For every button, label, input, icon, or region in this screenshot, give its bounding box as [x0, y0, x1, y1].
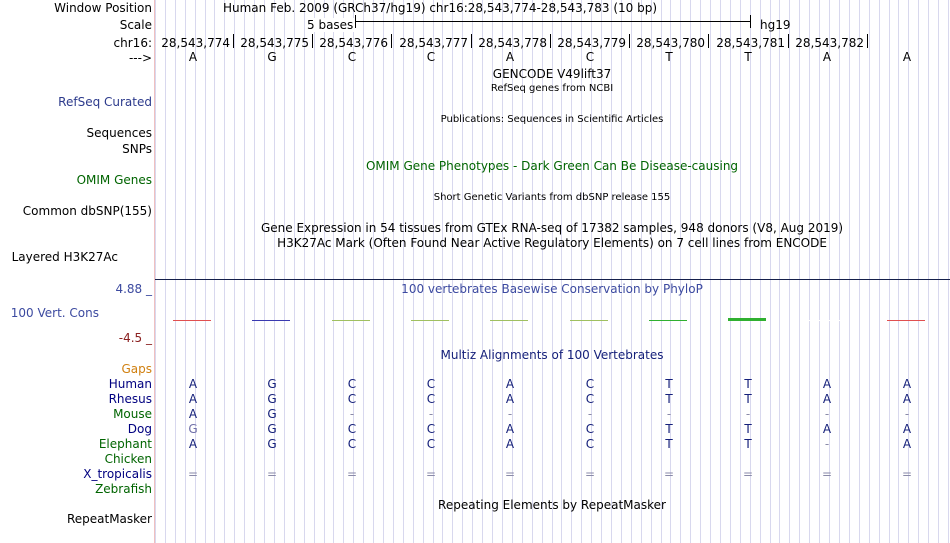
grid-line — [234, 0, 235, 543]
conservation-mark — [490, 320, 528, 321]
alignment-base: - — [428, 407, 434, 421]
alignment-base: A — [188, 437, 198, 451]
alignment-base: C — [585, 437, 595, 451]
track-label-repeatmasker[interactable]: RepeatMasker — [66, 512, 152, 526]
grid-line — [631, 0, 632, 543]
alignment-base: - — [904, 407, 910, 421]
grid-line — [938, 0, 939, 543]
sequence-base: C — [426, 50, 436, 64]
track-label-snps[interactable]: SNPs — [122, 142, 152, 156]
alignment-base: T — [744, 377, 752, 391]
conservation-mark — [807, 320, 845, 321]
alignment-base: T — [665, 422, 673, 436]
coordinate-tick — [471, 34, 472, 48]
alignment-base: = — [346, 467, 358, 481]
grid-line — [254, 0, 255, 543]
sequence-base: G — [267, 50, 277, 64]
coordinate-label: 28,543,776 — [319, 36, 388, 50]
grid-line — [214, 0, 215, 543]
alignment-base: A — [505, 377, 515, 391]
grid-line — [195, 0, 196, 543]
grid-line — [661, 0, 662, 543]
track-title-omim[interactable]: OMIM Gene Phenotypes - Dark Green Can Be Disease-causing — [365, 159, 739, 173]
grid-line — [809, 0, 810, 543]
species-label[interactable]: Dog — [127, 422, 152, 436]
grid-line — [383, 0, 384, 543]
alignment-base: C — [347, 422, 357, 436]
coordinate-tick — [629, 34, 630, 48]
coordinate-tick — [391, 34, 392, 48]
alignment-base: C — [347, 377, 357, 391]
grid-line — [353, 0, 354, 543]
grid-line — [343, 0, 344, 543]
grid-line — [155, 0, 156, 543]
track-label-omim[interactable]: OMIM Genes — [76, 173, 152, 187]
alignment-base: G — [188, 422, 198, 436]
alignment-base: = — [821, 467, 833, 481]
grid-line — [760, 0, 761, 543]
alignment-base: G — [267, 392, 277, 406]
grid-line — [333, 0, 334, 543]
grid-line — [720, 0, 721, 543]
scale-bar — [355, 21, 750, 22]
sequence-base: A — [188, 50, 198, 64]
coordinate-tick — [708, 34, 709, 48]
grid-line — [710, 0, 711, 543]
species-label[interactable]: Zebrafish — [95, 482, 152, 496]
track-title-repeatmasker[interactable]: Repeating Elements by RepeatMasker — [438, 498, 666, 512]
scale-assembly: hg19 — [760, 18, 791, 32]
cons-max-label: 4.88 _ — [115, 282, 152, 296]
alignment-base: A — [505, 392, 515, 406]
conservation-mark — [332, 320, 370, 321]
scale-bar-right-end — [750, 15, 751, 28]
grid-line — [294, 0, 295, 543]
sequence-base: A — [822, 50, 832, 64]
grid-line — [879, 0, 880, 543]
alignment-base: - — [824, 437, 830, 451]
alignment-base: A — [188, 392, 198, 406]
alignment-base: A — [822, 377, 832, 391]
alignment-base: - — [824, 407, 830, 421]
coordinate-tick — [233, 34, 234, 48]
species-label[interactable]: X_tropicalis — [83, 467, 152, 481]
track-label-h3k27ac[interactable]: Layered H3K27Ac — [11, 250, 118, 264]
window-position-value: Human Feb. 2009 (GRCh37/hg19) chr16:28,543,774-28,543,783 (10 bp) — [222, 1, 658, 15]
grid-line — [690, 0, 691, 543]
grid-line — [403, 0, 404, 543]
sequence-base: T — [665, 50, 673, 64]
conservation-mark — [887, 320, 925, 321]
grid-line — [423, 0, 424, 543]
grid-line — [433, 0, 434, 543]
alignment-base: - — [507, 407, 513, 421]
sequence-base: A — [505, 50, 515, 64]
alignment-base: = — [504, 467, 516, 481]
alignment-base: A — [505, 437, 515, 451]
sequence-base: C — [347, 50, 357, 64]
coordinate-tick — [312, 34, 313, 48]
alignment-base: A — [902, 392, 912, 406]
coordinate-label: 28,543,777 — [399, 36, 468, 50]
alignment-base: G — [267, 377, 277, 391]
alignment-base: T — [665, 392, 673, 406]
alignment-base: = — [663, 467, 675, 481]
track-title-h3k27ac[interactable]: H3K27Ac Mark (Often Found Near Active Regulatory Elements) on 7 cell lines from ENCODE — [277, 236, 827, 250]
grid-line — [621, 0, 622, 543]
grid-line — [770, 0, 771, 543]
track-label-refseq[interactable]: RefSeq Curated — [58, 95, 152, 109]
grid-line — [472, 0, 473, 543]
track-title-gtex[interactable]: Gene Expression in 54 tissues from GTEx RNA-seq of 17382 samples, 948 donors (V8, Aug 2019) — [260, 221, 844, 235]
conservation-mark — [252, 320, 290, 321]
track-label-column — [0, 0, 154, 543]
grid-line — [849, 0, 850, 543]
alignment-base: C — [585, 422, 595, 436]
alignment-base: A — [822, 392, 832, 406]
alignment-base: - — [587, 407, 593, 421]
alignment-base: = — [425, 467, 437, 481]
sequence-base: A — [902, 50, 912, 64]
grid-line — [175, 0, 176, 543]
alignment-base: T — [665, 377, 673, 391]
grid-line — [789, 0, 790, 543]
track-label-gaps[interactable]: Gaps — [121, 362, 152, 376]
track-title-gencode[interactable]: GENCODE V49lift37 — [492, 67, 612, 81]
track-title-publications[interactable]: Publications: Sequences in Scientific Articles — [440, 114, 664, 125]
coordinate-tick — [550, 34, 551, 48]
alignment-base: A — [902, 437, 912, 451]
species-label[interactable]: Elephant — [98, 437, 152, 451]
alignment-base: = — [187, 467, 199, 481]
grid-line — [680, 0, 681, 543]
grid-line — [948, 0, 949, 543]
grid-line — [224, 0, 225, 543]
grid-line — [898, 0, 899, 543]
alignment-base: C — [347, 437, 357, 451]
alignment-base: = — [266, 467, 278, 481]
track-title-multiz[interactable]: Multiz Alignments of 100 Vertebrates — [440, 348, 664, 362]
coordinate-label: 28,543,782 — [795, 36, 864, 50]
grid-line — [314, 0, 315, 543]
grid-line — [928, 0, 929, 543]
grid-line — [244, 0, 245, 543]
alignment-base: C — [347, 392, 357, 406]
grid-line — [799, 0, 800, 543]
species-label[interactable]: Mouse — [113, 407, 152, 421]
coordinate-label: 28,543,775 — [240, 36, 309, 50]
grid-line — [442, 0, 443, 543]
sequence-base: C — [585, 50, 595, 64]
grid-line — [363, 0, 364, 543]
grid-line — [284, 0, 285, 543]
chrom-label: chr16: — [113, 36, 152, 50]
grid-line — [373, 0, 374, 543]
scale-text: 5 bases — [307, 18, 354, 32]
alignment-base: - — [745, 407, 751, 421]
coordinate-label: 28,543,774 — [161, 36, 230, 50]
alignment-base: C — [585, 392, 595, 406]
grid-line — [918, 0, 919, 543]
species-label[interactable]: Chicken — [104, 452, 152, 466]
grid-line — [869, 0, 870, 543]
alignment-base: A — [188, 407, 198, 421]
alignment-base: C — [426, 377, 436, 391]
alignment-base: C — [585, 377, 595, 391]
window-position-label: Window Position — [54, 1, 152, 15]
section-divider — [155, 279, 950, 280]
alignment-base: C — [426, 422, 436, 436]
grid-line — [393, 0, 394, 543]
conservation-mark — [649, 320, 687, 321]
track-label-sequences[interactable]: Sequences — [86, 126, 152, 140]
grid-line — [165, 0, 166, 543]
alignment-base: T — [665, 437, 673, 451]
sequence-base: T — [744, 50, 752, 64]
grid-line — [304, 0, 305, 543]
track-label-dbsnp[interactable]: Common dbSNP(155) — [22, 204, 152, 218]
conservation-mark — [728, 318, 766, 321]
alignment-base: = — [901, 467, 913, 481]
grid-line — [274, 0, 275, 543]
coordinate-tick — [867, 34, 868, 48]
track-label-cons[interactable]: 100 Vert. Cons — [10, 306, 99, 320]
grid-line — [730, 0, 731, 543]
grid-line — [324, 0, 325, 543]
track-title-phylop[interactable]: 100 vertebrates Basewise Conservation by PhyloP — [401, 282, 703, 296]
strand-label[interactable]: ---> — [128, 51, 152, 65]
coordinate-label: 28,543,779 — [557, 36, 626, 50]
alignment-base: = — [742, 467, 754, 481]
coordinate-tick — [788, 34, 789, 48]
coordinate-label: 28,543,781 — [716, 36, 785, 50]
alignment-base: A — [505, 422, 515, 436]
alignment-base: T — [744, 422, 752, 436]
alignment-base: C — [426, 392, 436, 406]
grid-line — [889, 0, 890, 543]
grid-line — [670, 0, 671, 543]
grid-line — [779, 0, 780, 543]
alignment-base: A — [902, 377, 912, 391]
conservation-mark — [411, 320, 449, 321]
grid-line — [651, 0, 652, 543]
alignment-base: G — [267, 422, 277, 436]
grid-line — [462, 0, 463, 543]
conservation-mark — [173, 320, 211, 321]
grid-line — [829, 0, 830, 543]
scale-label: Scale — [119, 18, 152, 32]
alignment-base: C — [426, 437, 436, 451]
alignment-base: G — [267, 407, 277, 421]
grid-line — [641, 0, 642, 543]
grid-line — [264, 0, 265, 543]
alignment-base: T — [744, 392, 752, 406]
alignment-base: A — [822, 422, 832, 436]
track-display-area[interactable] — [155, 0, 950, 543]
grid-line — [452, 0, 453, 543]
grid-line — [413, 0, 414, 543]
alignment-base: = — [584, 467, 596, 481]
grid-line — [908, 0, 909, 543]
cons-min-label: -4.5 _ — [118, 331, 152, 345]
alignment-base: T — [744, 437, 752, 451]
alignment-base: - — [666, 407, 672, 421]
alignment-base: A — [902, 422, 912, 436]
track-title-dbsnp[interactable]: Short Genetic Variants from dbSNP release 155 — [433, 192, 671, 203]
grid-line — [750, 0, 751, 543]
track-title-refseq[interactable]: RefSeq genes from NCBI — [490, 83, 614, 94]
grid-line — [740, 0, 741, 543]
grid-line — [205, 0, 206, 543]
conservation-mark — [570, 320, 608, 321]
grid-line — [482, 0, 483, 543]
grid-line — [819, 0, 820, 543]
grid-line — [185, 0, 186, 543]
grid-line — [839, 0, 840, 543]
grid-line — [700, 0, 701, 543]
alignment-base: G — [267, 437, 277, 451]
species-label[interactable]: Rhesus — [108, 392, 152, 406]
coordinate-label: 28,543,780 — [636, 36, 705, 50]
coordinate-label: 28,543,778 — [478, 36, 547, 50]
alignment-base: A — [188, 377, 198, 391]
alignment-base: - — [349, 407, 355, 421]
species-label[interactable]: Human — [108, 377, 152, 391]
grid-line — [859, 0, 860, 543]
